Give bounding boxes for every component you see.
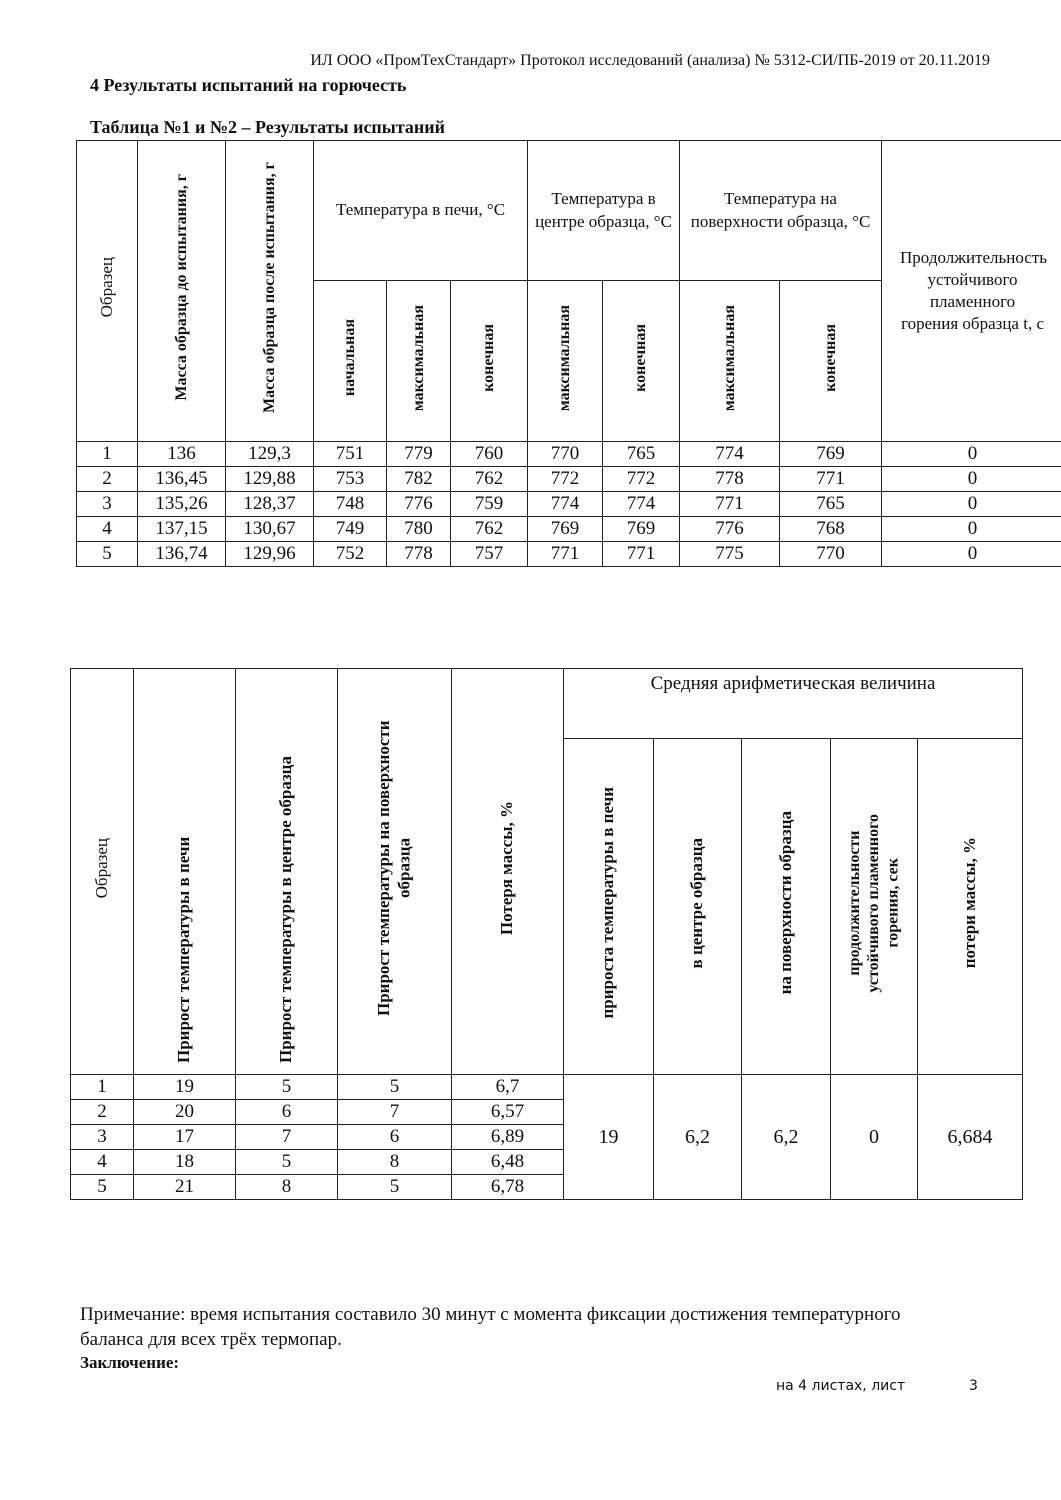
table-cell: 760: [451, 442, 528, 467]
table-cell: 757: [451, 542, 528, 567]
table-caption: Таблица №1 и №2 – Результаты испытаний: [90, 117, 446, 137]
table-cell: 772: [603, 467, 680, 492]
table-cell: 0: [882, 517, 1061, 542]
table-cell: 5: [236, 1150, 338, 1175]
t1-body: [77, 442, 1061, 567]
t2-header-mass-loss: Потеря массы, %: [452, 669, 564, 1075]
table-cell: 780: [387, 517, 451, 542]
note-text: Примечание: время испытания составило 30 минут с момента фиксации достижения температурного баланса для всех трёх термопар.: [80, 1304, 901, 1350]
t2-header-rise-center: Прирост температуры в центре образца: [236, 669, 338, 1075]
table-cell: 129,96: [226, 542, 314, 567]
footer-page-number: 3: [969, 1378, 978, 1394]
table-cell: 129,88: [226, 467, 314, 492]
t1-header-duration: Продолжительность устойчивого пламенного горения образца t, с: [882, 141, 1061, 442]
t2-header-mean-surface: на поверхности образца: [742, 739, 831, 1075]
table-cell: 774: [680, 442, 780, 467]
table-cell: 8: [338, 1150, 452, 1175]
t1-header-sample: Образец: [77, 141, 138, 442]
table-cell: 6,57: [452, 1100, 564, 1125]
table-cell: 20: [134, 1100, 236, 1125]
table-cell: 136,74: [138, 542, 226, 567]
table-cell: 7: [236, 1125, 338, 1150]
table-cell: 771: [603, 542, 680, 567]
table-cell: 129,3: [226, 442, 314, 467]
table-cell: 775: [680, 542, 780, 567]
table-cell: 18: [134, 1150, 236, 1175]
table-row: [77, 492, 1061, 517]
table-cell: 5: [338, 1175, 452, 1200]
table-cell: 130,67: [226, 517, 314, 542]
table-cell: 5: [236, 1075, 338, 1100]
table-cell: 769: [528, 517, 603, 542]
results-table-1: [76, 140, 1061, 567]
mean-value-cell: 19: [564, 1075, 654, 1200]
table-cell: 771: [528, 542, 603, 567]
table-cell: 774: [528, 492, 603, 517]
t1-header-max-furnace: максимальная: [387, 281, 451, 442]
conclusion-label: Заключение:: [80, 1353, 180, 1372]
table-cell: 137,15: [138, 517, 226, 542]
table-cell: 128,37: [226, 492, 314, 517]
table-cell: 769: [780, 442, 882, 467]
t1-header-initial: начальная: [314, 281, 387, 442]
table-cell: 0: [882, 442, 1061, 467]
table-cell: 749: [314, 517, 387, 542]
t1-header-mass-before: Масса образца до испытания, г: [138, 141, 226, 442]
table-cell: 768: [780, 517, 882, 542]
t1-header-max-surface: максимальная: [680, 281, 780, 442]
section-title: 4 Результаты испытаний на горючесть: [90, 75, 407, 95]
table-cell: 7: [338, 1100, 452, 1125]
table-cell: 753: [314, 467, 387, 492]
t2-header-mean: Средняя арифметическая величина: [564, 669, 1023, 739]
table-cell: 762: [451, 467, 528, 492]
results-table-2: [70, 668, 1023, 1200]
table-cell: 17: [134, 1125, 236, 1150]
table-cell: 8: [236, 1175, 338, 1200]
table-cell: 765: [780, 492, 882, 517]
t2-header-mean-furnace: прироста температуры в печи: [564, 739, 654, 1075]
table-row: [77, 442, 1061, 467]
t1-header-mass-after: Масса образца после испытания, г: [226, 141, 314, 442]
table-cell: 772: [528, 467, 603, 492]
table-cell: 3: [77, 492, 138, 517]
table-cell: 751: [314, 442, 387, 467]
table-cell: 3: [71, 1125, 134, 1150]
table-cell: 0: [882, 492, 1061, 517]
table-cell: 19: [134, 1075, 236, 1100]
table-cell: 776: [387, 492, 451, 517]
table-cell: 778: [680, 467, 780, 492]
t2-header-rise-furnace: Прирост температуры в печи: [134, 669, 236, 1075]
table-cell: 782: [387, 467, 451, 492]
mean-value-cell: 0: [831, 1075, 918, 1200]
mean-value-cell: 6,2: [654, 1075, 742, 1200]
table-cell: 6,78: [452, 1175, 564, 1200]
table-cell: 774: [603, 492, 680, 517]
table-cell: 6: [338, 1125, 452, 1150]
table-cell: 5: [338, 1075, 452, 1100]
table-cell: 748: [314, 492, 387, 517]
table-cell: 5: [71, 1175, 134, 1200]
table-row: [71, 1075, 1023, 1100]
table-cell: 770: [528, 442, 603, 467]
table-cell: 771: [780, 467, 882, 492]
table-cell: 135,26: [138, 492, 226, 517]
table-cell: 5: [77, 542, 138, 567]
table-cell: 752: [314, 542, 387, 567]
table-cell: 2: [77, 467, 138, 492]
table-row: [77, 517, 1061, 542]
mean-value-cell: 6,2: [742, 1075, 831, 1200]
table-cell: 1: [77, 442, 138, 467]
t1-header-max-center: максимальная: [528, 281, 603, 442]
table-cell: 6,89: [452, 1125, 564, 1150]
footer-sheets: на 4 листах, лист: [776, 1378, 906, 1394]
table-cell: 4: [77, 517, 138, 542]
table-row: [77, 467, 1061, 492]
t1-header-final-furnace: конечная: [451, 281, 528, 442]
t1-header-surface: Температура на поверхности образца, °С: [680, 141, 882, 281]
t1-header-furnace: Температура в печи, °С: [314, 141, 528, 281]
table-cell: 6,48: [452, 1150, 564, 1175]
table-cell: 771: [680, 492, 780, 517]
table-cell: 765: [603, 442, 680, 467]
table-cell: 1: [71, 1075, 134, 1100]
t2-header-mean-duration: продолжительности устойчивого пламенного горения, сек: [831, 739, 918, 1075]
table-cell: 21: [134, 1175, 236, 1200]
table-cell: 0: [882, 542, 1061, 567]
t2-header-rise-surface: Прирост температуры на поверхности образца: [338, 669, 452, 1075]
table-cell: 778: [387, 542, 451, 567]
t1-header-final-center: конечная: [603, 281, 680, 442]
table-cell: 770: [780, 542, 882, 567]
table-cell: 4: [71, 1150, 134, 1175]
t2-body: [71, 1075, 1023, 1200]
table-cell: 769: [603, 517, 680, 542]
document-header: ИЛ ООО «ПромТехСтандарт» Протокол исследований (анализа) № 5312-СИ/ПБ-2019 от 20.11.2019: [310, 52, 990, 69]
table-cell: 779: [387, 442, 451, 467]
mean-value-cell: 6,684: [918, 1075, 1023, 1200]
table-cell: 6,7: [452, 1075, 564, 1100]
t2-header-sample: Образец: [71, 669, 134, 1075]
t1-header-center: Температура в центре образца, °С: [528, 141, 680, 281]
t2-header-mean-loss: потери массы, %: [918, 739, 1023, 1075]
table-cell: 6: [236, 1100, 338, 1125]
table-cell: 136: [138, 442, 226, 467]
table-cell: 759: [451, 492, 528, 517]
table-cell: 136,45: [138, 467, 226, 492]
table-cell: 2: [71, 1100, 134, 1125]
t2-header-mean-center: в центре образца: [654, 739, 742, 1075]
table-row: [77, 542, 1061, 567]
table-cell: 762: [451, 517, 528, 542]
table-cell: 0: [882, 467, 1061, 492]
t1-header-final-surface: конечная: [780, 281, 882, 442]
table-cell: 776: [680, 517, 780, 542]
